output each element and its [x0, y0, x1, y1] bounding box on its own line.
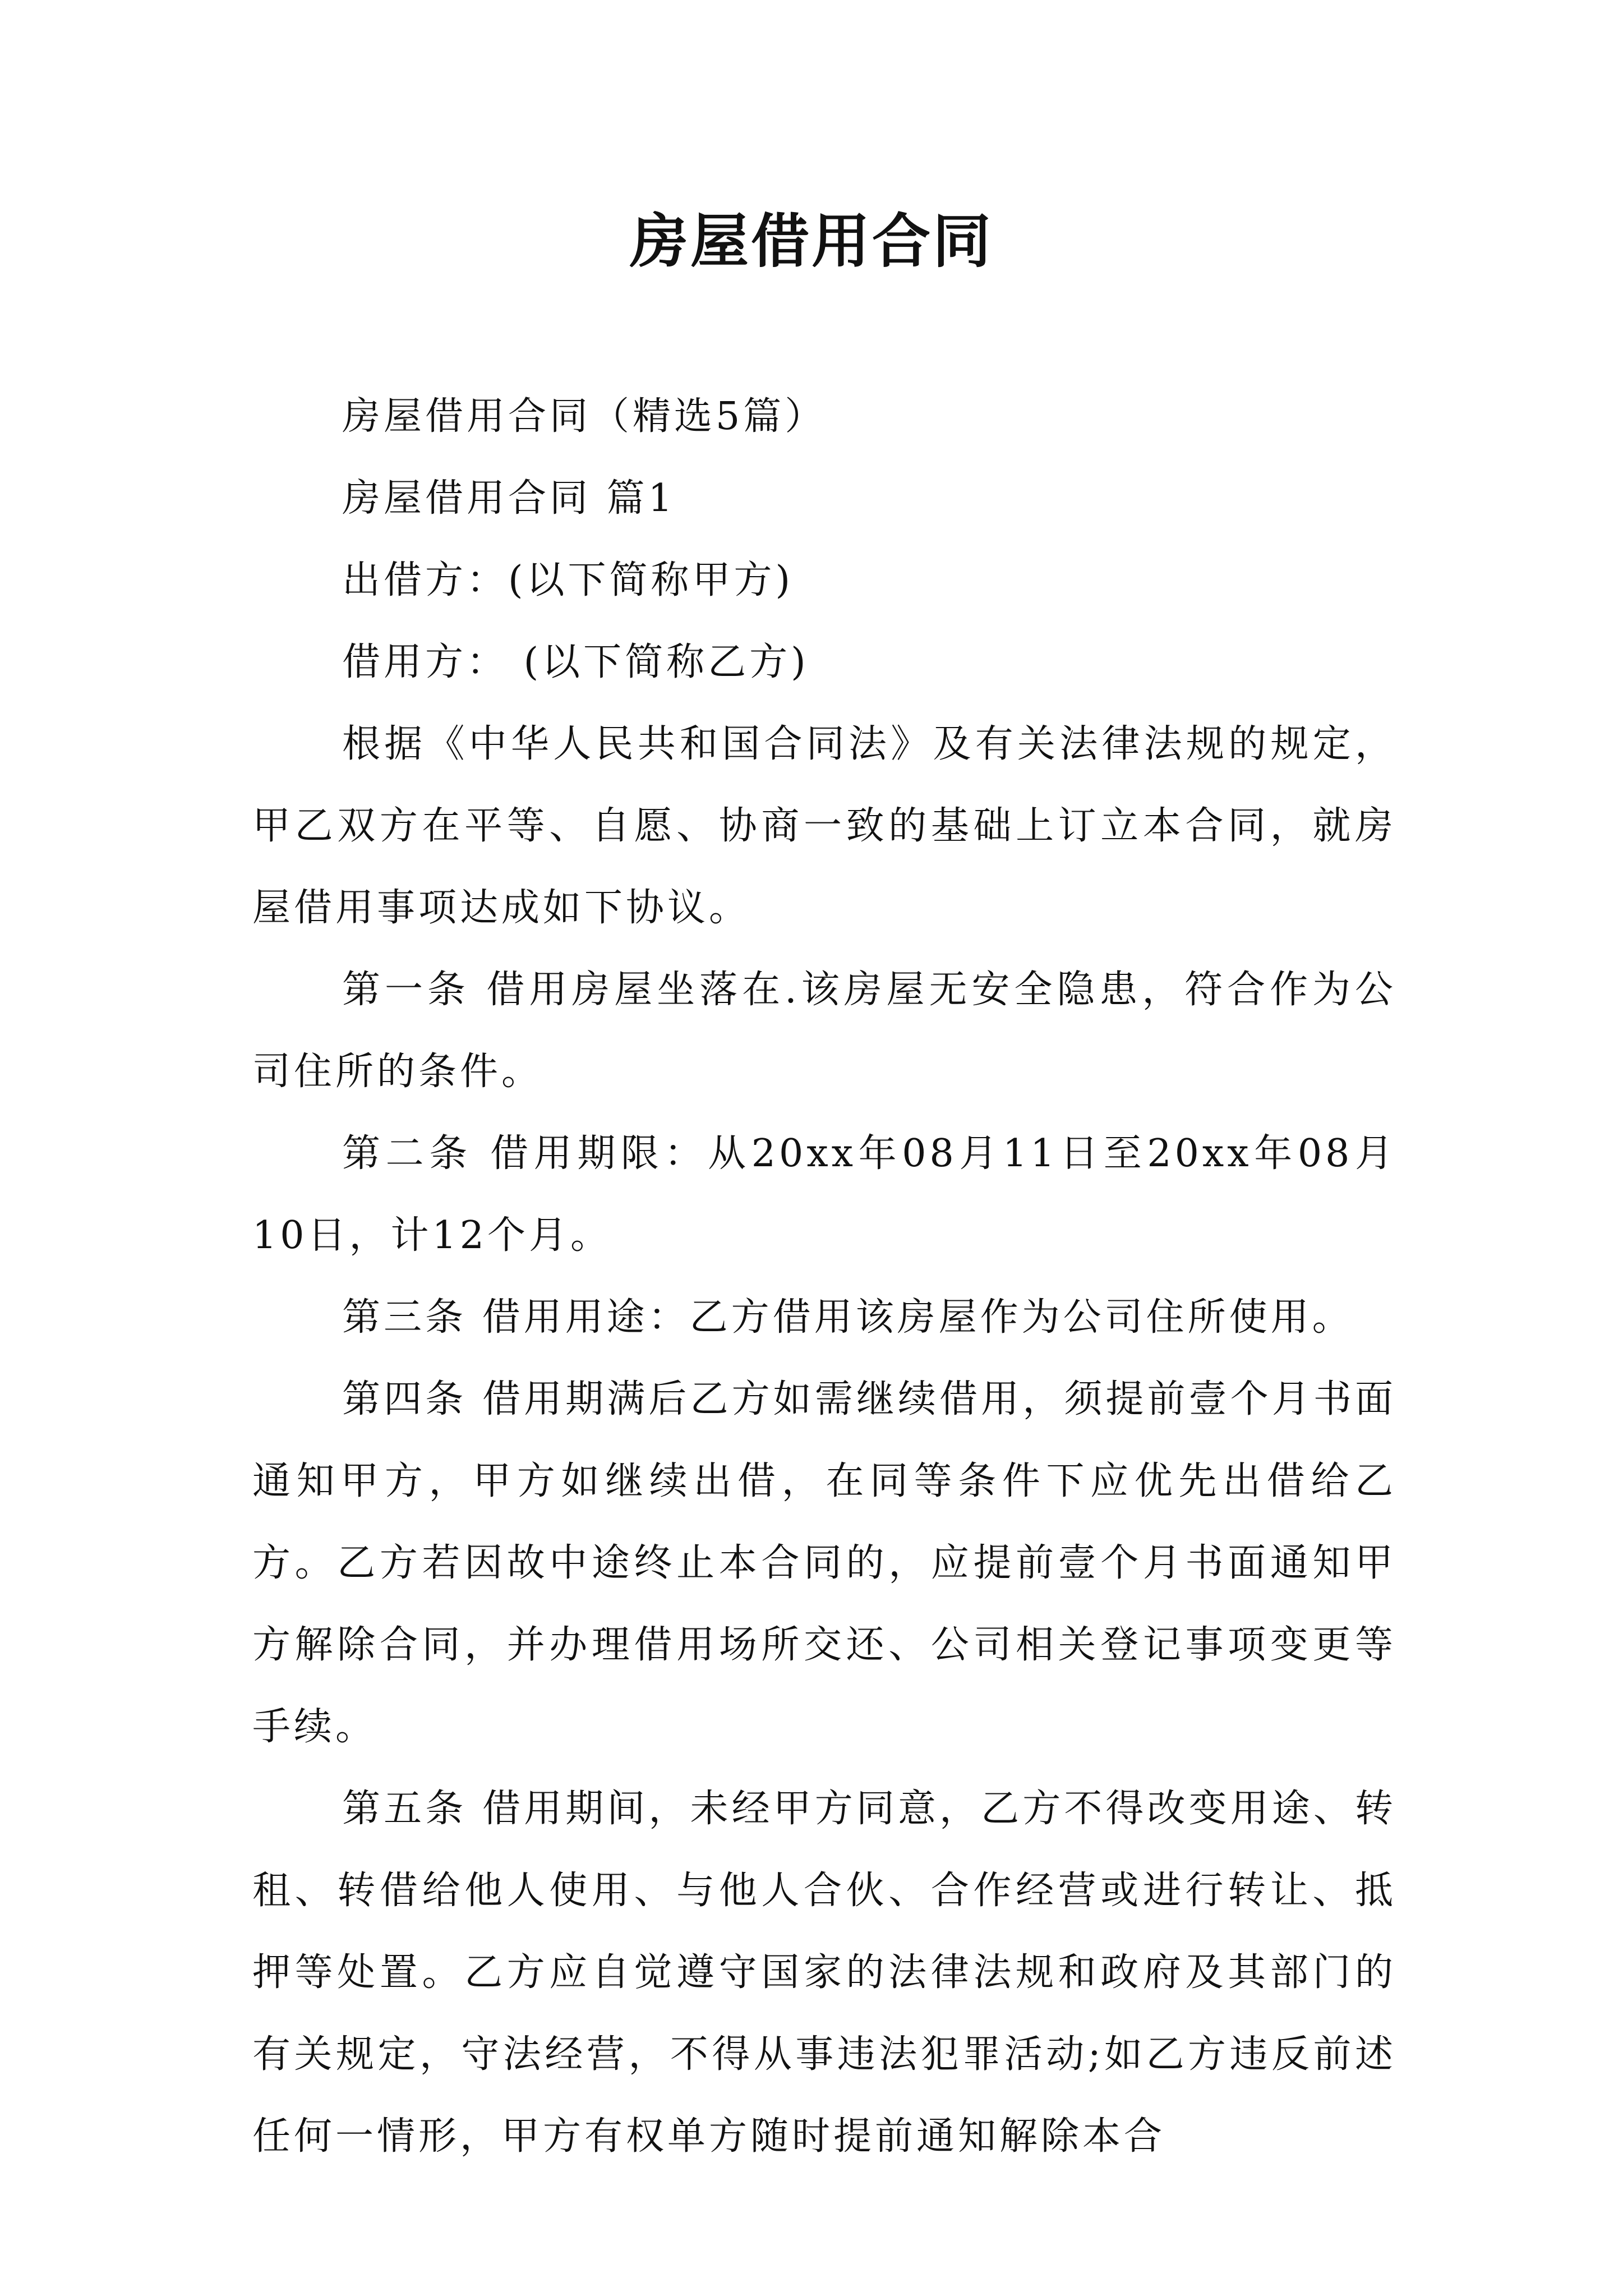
paragraph-article-2: 第二条 借用期限：从20xx年08月11日至20xx年08月10日，计12个月。 — [252, 1131, 1396, 1258]
document-title: 房屋借用合同 — [629, 206, 993, 275]
paragraph-borrower: 借用方： (以下简称乙方) — [342, 640, 809, 684]
paragraph-article-3: 第三条 借用用途：乙方借用该房屋作为公司住所使用。 — [342, 1295, 1354, 1340]
paragraph-article-4: 第四条 借用期满后乙方如需继续借用，须提前壹个月书面通知甲方，甲方如继续出借，在同等条件下应优先出借给乙方。乙方若因故中途终止本合同的，应提前壹个月书面通知甲方解除合同，并办理借用场所交还、公司相关登记事项变更等手续。 — [252, 1377, 1396, 1749]
paragraph-article-5: 第五条 借用期间，未经甲方同意，乙方不得改变用途、转租、转借给他人使用、与他人合伙、合作经营或进行转让、抵押等处置。乙方应自觉遵守国家的法律法规和政府及其部门的有关规定，守法经营，不得从事违法犯罪活动;如乙方违反前述任何一情形，甲方有权单方随时提前通知解除本合 — [252, 1787, 1396, 2159]
paragraph-preamble: 根据《中华人民共和国合同法》及有关法律法规的规定，甲乙双方在平等、自愿、协商一致的基础上订立本合同，就房屋借用事项达成如下协议。 — [252, 722, 1396, 930]
paragraph-lender: 出借方：(以下简称甲方) — [342, 558, 794, 602]
paragraph-article-1: 第一条 借用房屋坐落在.该房屋无安全隐患，符合作为公司住所的条件。 — [252, 968, 1396, 1094]
document-body — [252, 376, 1396, 2178]
paragraph-section-heading: 房屋借用合同 篇1 — [342, 476, 676, 521]
paragraph-collection-title: 房屋借用合同（精选5篇） — [342, 394, 827, 439]
